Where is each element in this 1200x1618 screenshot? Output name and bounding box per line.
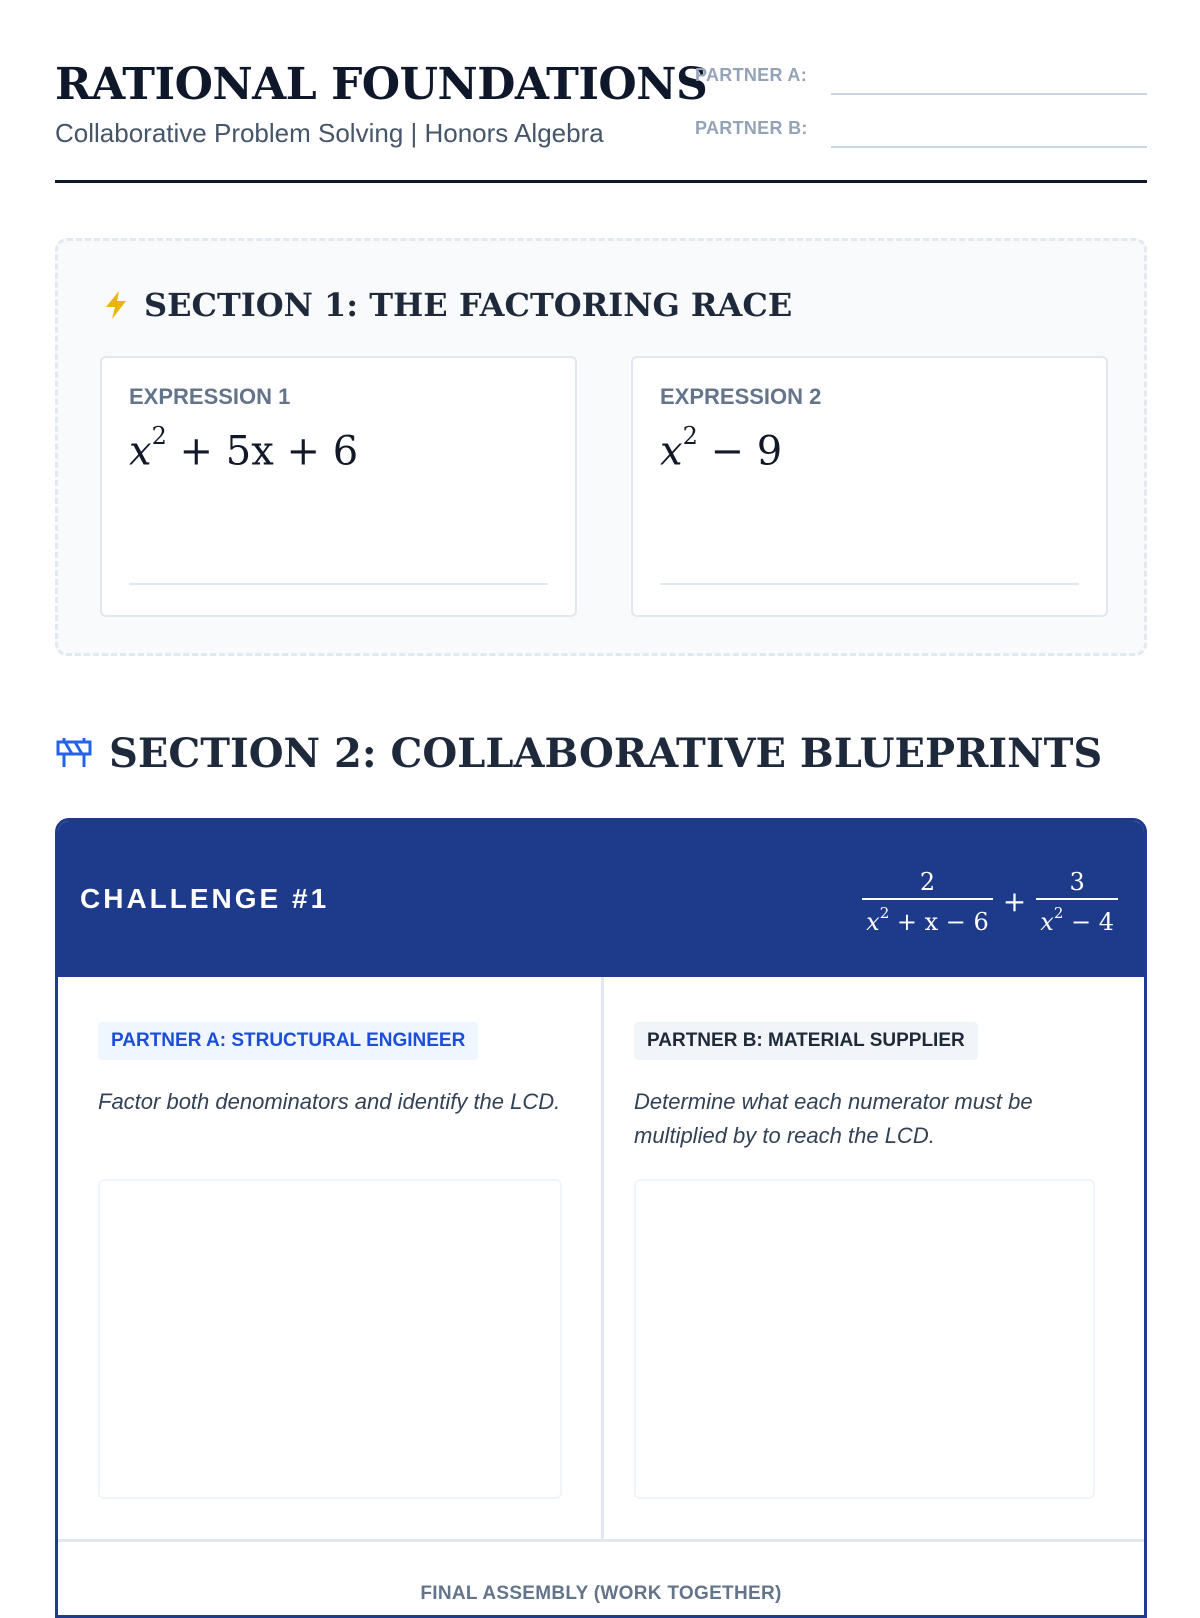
plus-operator: + [1002,885,1027,918]
partner-b-role-badge: PARTNER B: MATERIAL SUPPLIER [634,1022,978,1060]
row-divider [58,1539,1144,1542]
challenge-expression [862,867,1118,937]
partner-b-name-line[interactable] [831,146,1147,148]
section-2-title: SECTION 2: COLLABORATIVE BLUEPRINTS [109,729,1103,777]
challenge-header [58,821,1144,977]
fraction-1: $\frac{2}{x^2 + x - 6}$ [862,866,993,938]
section-2-heading [55,728,1102,778]
challenge-card [55,818,1147,1618]
answer-line[interactable] [129,583,548,585]
expression-math: $x^2 - 9$ [660,422,783,475]
answer-line[interactable] [660,583,1079,585]
expression-label: EXPRESSION 1 [129,384,291,409]
partner-b-field[interactable] [695,110,1147,150]
section-1-title: SECTION 1: THE FACTORING RACE [144,286,793,324]
partner-a-name-line[interactable] [831,93,1147,95]
page-title: RATIONAL FOUNDATIONS [55,59,708,110]
page-subtitle: Collaborative Problem Solving | Honors Algebra [55,118,604,148]
expression-math: $x^2 + 5x + 6$ [129,422,359,475]
partner-b-task: Determine what each numerator must be multiplied by to reach the LCD. [634,1089,1033,1148]
partner-a-role-badge: PARTNER A: STRUCTURAL ENGINEER [98,1022,478,1060]
blueprint-icon [55,736,93,770]
partner-a-work-area[interactable] [98,1179,562,1499]
partner-b-label: PARTNER B: [695,118,808,138]
partner-a-task: Factor both denominators and identify the LCD. [98,1089,561,1114]
partner-a-label: PARTNER A: [695,65,807,85]
expression-card-2 [631,356,1108,617]
column-divider [601,977,604,1539]
expression-label: EXPRESSION 2 [660,384,822,409]
partner-b-work-area[interactable] [634,1179,1095,1499]
challenge-title: CHALLENGE #1 [80,883,330,914]
lightning-icon [100,289,132,321]
section-1-heading [100,283,792,327]
expression-card-1 [100,356,577,617]
section-factoring-race [55,238,1147,656]
fraction-2: $\frac{3}{x^2 - 4}$ [1036,866,1118,938]
final-assembly-label: FINAL ASSEMBLY (WORK TOGETHER) [420,1583,782,1604]
worksheet-header [55,55,1147,183]
partner-a-field[interactable] [695,57,1147,97]
